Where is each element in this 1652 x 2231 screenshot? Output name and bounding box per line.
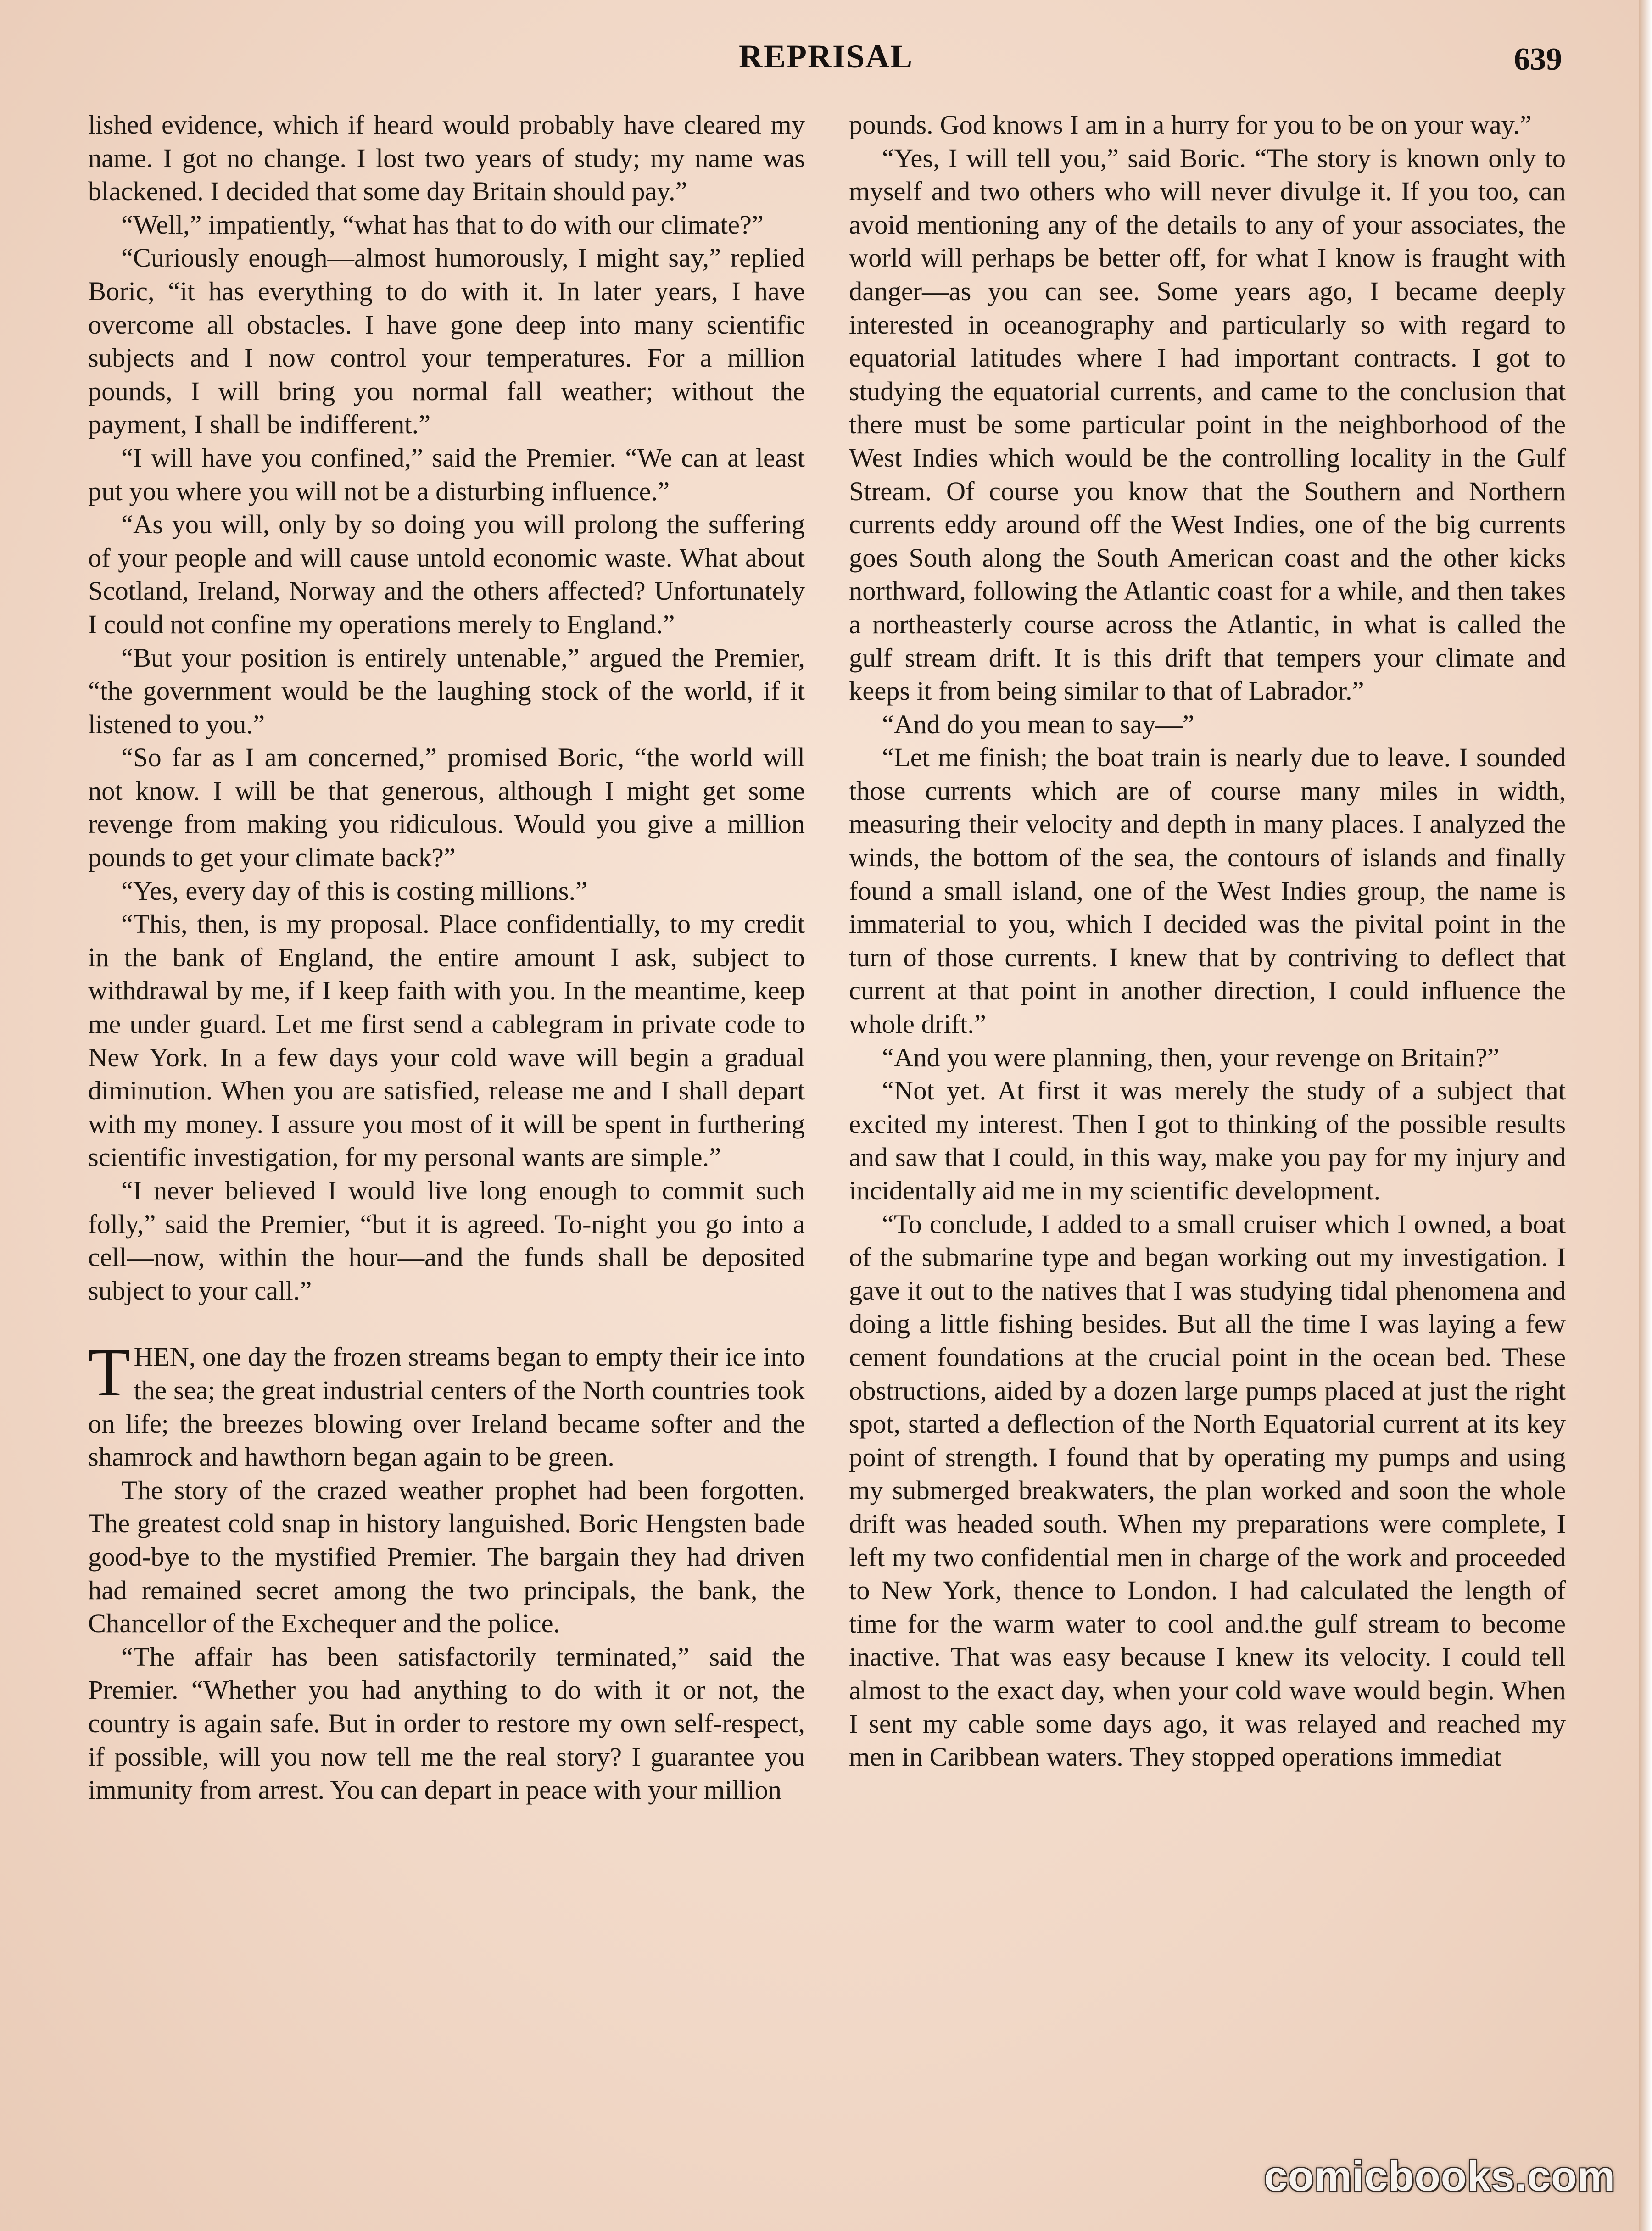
paragraph: “Yes, I will tell you,” said Boric. “The story is known only to myself and two others who will never divulge it. If you too, can avoid mentioning any of the details to any of your associates, the world will perhaps be better off, for what I know is fraught with danger—as you can see. Some years ago, I became deeply interested in oceanography and particularly so with regard to equatorial latitudes where I had important contracts. I got to studying the equatorial currents, and came to the conclusion that there must be some particular point in the neighborhood of the West Indies which would be the controlling locality in the Gulf Stream. Of course you know that the Southern and Northern currents eddy around off the West Indies, one of the big currents goes South along the South American coast and the other kicks northward, following the Atlantic coast for a while, and then takes a northeasterly course across the Atlantic, in what is called the gulf stream drift. It is this drift that tempers your climate and keeps it from being similar to that of Labrador.” — [849, 143, 1566, 706]
paragraph: “To conclude, I added to a small cruiser which I owned, a boat of the submarine type and began working out my investigation. I gave it out to the natives that I was studying tidal phenomena and doing a little fishing besides. But all the time I was laying a few cement foundations at the crucial point in the ocean bed. These obstructions, aided by a dozen large pumps placed at just the right spot, started a deflection of the North Equatorial current at its key point of strength. I found that by operating my pumps and using my submerged breakwaters, the plan worked and soon the whole drift was headed south. When my preparations were complete, I left my two confidential men in charge of the work and proceeded to New York, thence to London. I had calculated the length of time for the warm water to cool and.the gulf stream to become inactive. That was easy because I knew its velocity. I could tell almost to the exact day, when your cold wave would begin. When I sent my cable some days ago, it was relayed and reached my men in Caribbean waters. They stopped operations immediat — [849, 1209, 1566, 1772]
paragraph: “I will have you confined,” said the Premier. “We can at least put you where you will not be a disturbing influence.” — [88, 442, 805, 506]
paragraph: “Curiously enough—almost humorously, I might say,” replied Boric, “it has everything to do with it. In later years, I have overcome all obstacles. I have gone deep into many scientific subjects and I now control your temperatures. For a million pounds, I will bring you normal fall weather; without the payment, I shall be indifferent.” — [88, 243, 805, 440]
small-caps-lead: HEN, — [134, 1342, 196, 1372]
paragraph: lished evidence, which if heard would probably have cleared my name. I got no change. I lost two years of study; my name was blackened. I decided that some day Britain should pay.” — [88, 110, 805, 206]
paragraph: “The affair has been satisfactorily terminated,” said the Premier. “Whether you had anything to do with it or not, the country is again safe. But in order to restore my own self-respect, if possible, will you now tell me the real story? I guarantee you immunity from arrest. You can depart in peace with your million — [88, 1641, 805, 1805]
section-opening-paragraph — [88, 1334, 805, 1473]
paragraph: “Yes, every day of this is costing millions.” — [121, 876, 588, 906]
watermark-logo: comicbooks.com — [1264, 2153, 1615, 2200]
paragraph: “This, then, is my proposal. Place confidentially, to my credit in the bank of England, the entire amount I ask, subject to withdrawal by me, if I keep faith with you. In the meantime, keep me under guard. Let me first send a cablegram in private code to New York. In a few days your cold wave will begin a gradual diminution. When you are satisfied, release me and I shall depart with my money. I assure you most of it will be spent in furthering scientific investigation, for my personal wants are simple.” — [88, 909, 805, 1172]
section-break — [88, 1307, 805, 1340]
paragraph-text: one day the frozen streams began to empty their ice into the sea; the great industrial centers of the North countries took on life; the breezes blowing over Ireland became softer and the shamrock and hawthorn began again to be green. — [88, 1342, 805, 1472]
paragraph: pounds. God knows I am in a hurry for you to be on your way.” — [849, 110, 1532, 139]
right-text-column — [849, 108, 1566, 1774]
paragraph: “Well,” impatiently, “what has that to do with our climate?” — [121, 209, 764, 240]
paragraph: “And do you mean to say—” — [882, 709, 1194, 739]
paragraph: “As you will, only by so doing you will prolong the suffering of your people and will cause untold economic waste. What about Scotland, Ireland, Norway and the others affected? Unfortunately I could not confine my operations merely to England.” — [88, 509, 805, 639]
drop-cap: T — [88, 1334, 130, 1411]
paragraph: “So far as I am concerned,” promised Boric, “the world will not know. I will be that generous, although I might get some revenge from making you ridiculous. Would you give a million pounds to get your climate back?” — [88, 742, 805, 873]
paragraph: “I never believed I would live long enough to commit such folly,” said the Premier, “but it is agreed. To-night you go into a cell—now, within the hour—and the funds shall be deposited subject to your call.” — [88, 1176, 805, 1305]
paragraph: “Let me finish; the boat train is nearly due to leave. I sounded those currents which are of course many miles in width, measuring their velocity and depth in many places. I analyzed the winds, the bottom of the sea, the contours of islands and finally found a small island, one of the West Indies group, the name is immaterial to you, which I decided was the pivital point in the turn of those currents. I knew that by contriving to deflect that current at that point in another direction, I could influence the whole drift.” — [849, 742, 1566, 1039]
running-header-title: REPRISAL — [738, 38, 914, 75]
paragraph: “But your position is entirely untenable,” argued the Premier, “the government would be the laughing stock of the world, if it listened to you.” — [88, 642, 805, 739]
paragraph: The story of the crazed weather prophet had been forgotten. The greatest cold snap in history languished. Boric Hengsten bade good-bye to the mystified Premier. The bargain they had driven had remained secret among the two principals, the bank, the Chancellor of the Exchequer and the police. — [88, 1475, 805, 1639]
paragraph: “And you were planning, then, your revenge on Britain?” — [882, 1042, 1500, 1072]
page-edge — [1639, 0, 1652, 2231]
page-number: 639 — [1514, 42, 1562, 77]
left-text-column — [88, 108, 805, 1807]
paragraph: “Not yet. At first it was merely the study of a subject that excited my interest. Then I got to thinking of the possible results and saw that I could, in this way, make you pay for my injury and incidentally aid me in my scientific development. — [849, 1076, 1566, 1205]
